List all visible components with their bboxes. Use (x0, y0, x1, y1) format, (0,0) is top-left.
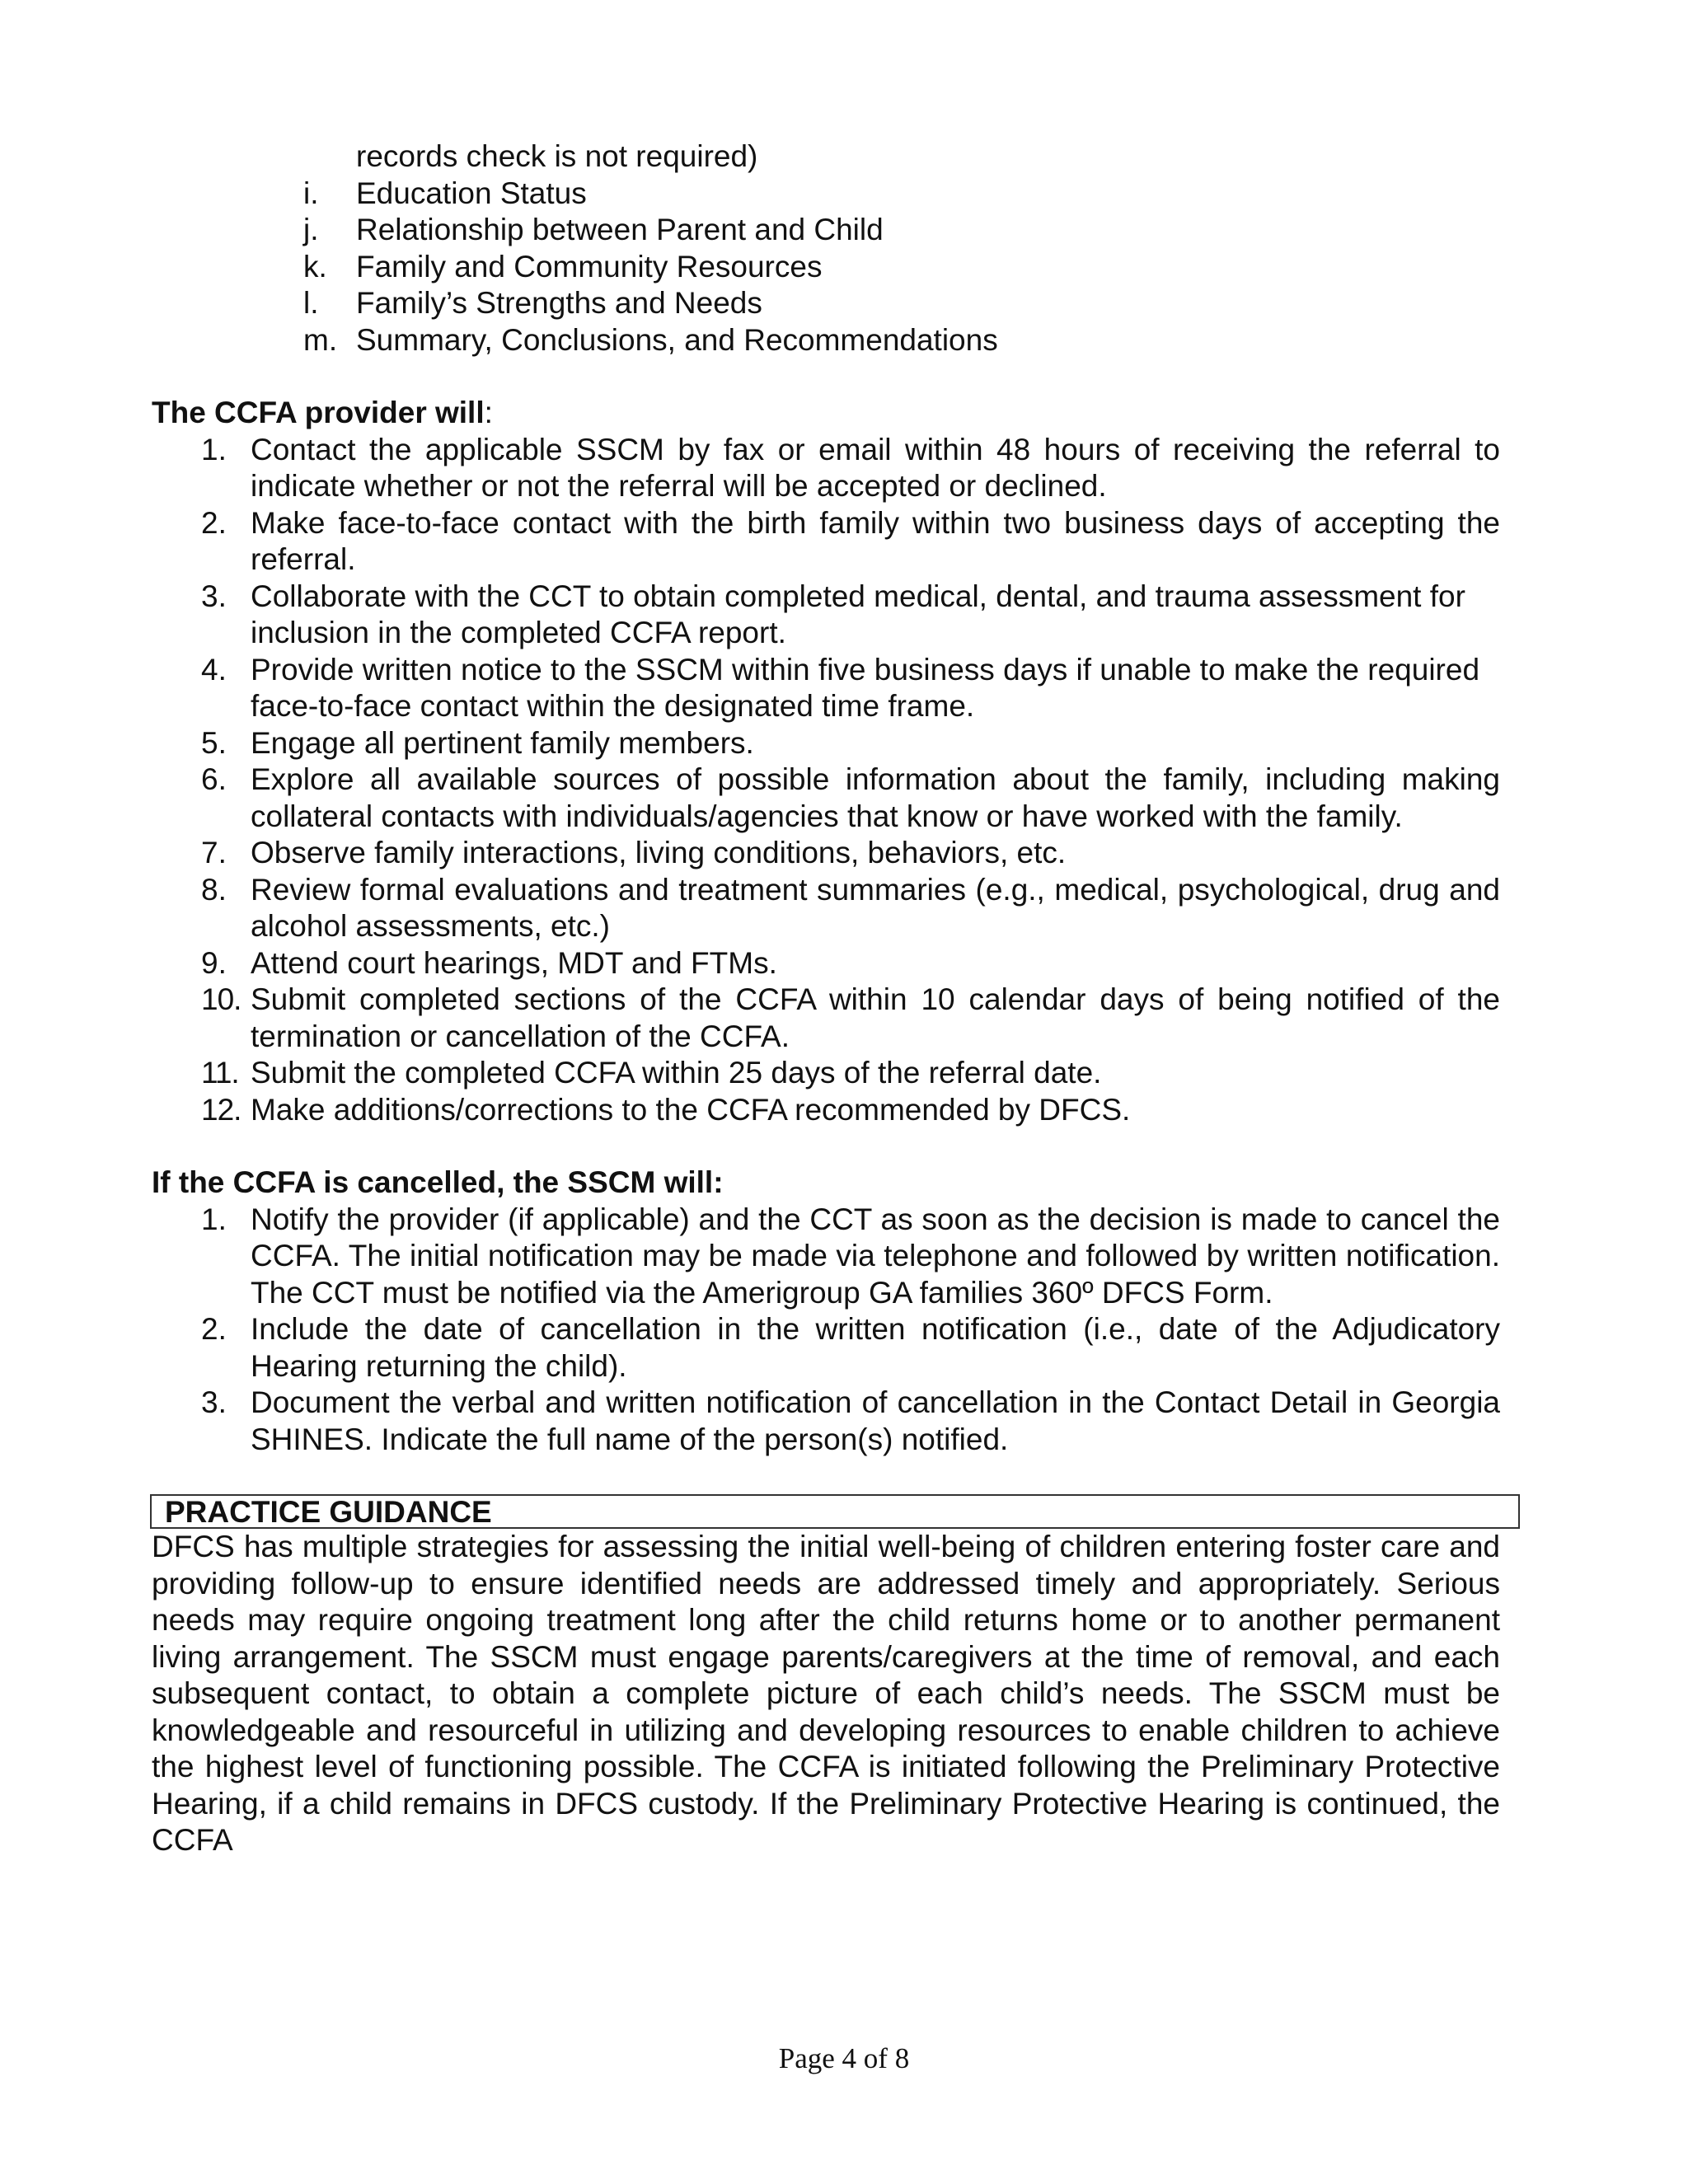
list-item-text: Provide written notice to the SSCM within five business days if unable to make the required face-to-face contact within the designated time frame. (251, 652, 1480, 723)
cancel-heading: If the CCFA is cancelled, the SSCM will: (152, 1165, 724, 1199)
list-item-text: Family and Community Resources (356, 249, 823, 284)
provider-heading (152, 395, 1500, 432)
page-footer (0, 2042, 1688, 2075)
list-item (152, 725, 1500, 762)
provider-heading-text: The CCFA provider will (152, 396, 485, 429)
list-marker: m. (303, 322, 338, 357)
list-item-text: Attend court hearings, MDT and FTMs. (251, 945, 777, 980)
list-marker: l. (303, 286, 319, 320)
list-item (152, 1092, 1500, 1129)
provider-heading-colon: : (484, 396, 493, 429)
list-item (152, 1202, 1500, 1312)
list-marker: j. (303, 213, 319, 246)
practice-guidance-text: DFCS has multiple strategies for assessing the initial well-being of children entering foster care and providing follow-up to ensure identified needs are addressed timely and appropriately. Serious needs may require ongoing treatment long after the child returns home or to another permanent living arrangement. The SSCM must engage parents/caregivers at the time of removal, and each subsequent contact, to obtain a complete picture of each child’s needs. The SSCM must be knowledgeable and resourceful in utilizing and developing resources to enable children to achieve the highest level of functioning possible. The CCFA is initiated following the Preliminary Protective Hearing, if a child remains in DFCS custody. If the Preliminary Protective Hearing is continued, the CCFA (152, 1530, 1500, 1857)
list-item (152, 322, 1500, 359)
list-item-text: Engage all pertinent family members. (251, 725, 754, 760)
list-item-text: Contact the applicable SSCM by fax or email within 48 hours of receiving the referral to indicate whether or not the referral will be accepted or declined. (251, 432, 1500, 503)
list-marker: 6. (201, 762, 227, 796)
page-number: Page 4 of 8 (778, 2042, 910, 2074)
list-item (152, 249, 1500, 286)
list-item-text: Summary, Conclusions, and Recommendations (356, 322, 998, 357)
list-item (152, 835, 1500, 872)
list-item-text: Include the date of cancellation in the written notification (i.e., date of the Adjudicatory Hearing returning the child). (251, 1312, 1500, 1383)
list-item (152, 945, 1500, 982)
list-marker: 3. (201, 579, 227, 613)
list-item (152, 505, 1500, 579)
list-item (152, 1311, 1500, 1385)
list-item-text: Explore all available sources of possible information about the family, including making collateral contacts with individuals/agencies that know or have worked with the family. (251, 762, 1500, 833)
list-marker: 8. (201, 872, 227, 907)
list-marker: k. (303, 249, 327, 284)
list-marker: 2. (201, 505, 227, 540)
list-item (152, 176, 1500, 213)
list-marker: 3. (201, 1385, 227, 1419)
list-item (152, 432, 1500, 505)
list-item-text: Collaborate with the CCT to obtain completed medical, dental, and trauma assessment for inclusion in the completed CCFA report. (251, 579, 1465, 649)
practice-guidance-title: PRACTICE GUIDANCE (165, 1495, 492, 1529)
continuation-text: records check is not required) (356, 139, 758, 173)
list-item (152, 1385, 1500, 1458)
list-item (152, 579, 1500, 652)
list-item (152, 285, 1500, 322)
practice-guidance-box (150, 1494, 1520, 1529)
list-item-text: Submit the completed CCFA within 25 days of the referral date. (251, 1056, 1102, 1090)
list-marker: i. (303, 176, 319, 210)
list-item-text: Observe family interactions, living conditions, behaviors, etc. (251, 836, 1067, 869)
assessment-sublist (152, 138, 1500, 359)
cancel-list (152, 1202, 1500, 1459)
list-item-text: Notify the provider (if applicable) and the CCT as soon as the decision is made to cancel the CCFA. The initial notification may be made via telephone and followed by written notification. The CCT must be notified via the Amerigroup GA families 360º DFCS Form. (251, 1202, 1500, 1310)
list-marker: 1. (201, 432, 227, 466)
list-item-text: Submit completed sections of the CCFA within 10 calendar days of being notified of the termination or cancellation of the CCFA. (251, 982, 1500, 1053)
list-marker: 2. (201, 1312, 227, 1346)
list-item-text: Make face-to-face contact with the birth family within two business days of accepting the referral. (251, 505, 1500, 576)
list-marker: 7. (201, 836, 227, 869)
list-item-text: Education Status (356, 176, 587, 210)
list-marker: 5. (201, 725, 227, 760)
list-item (152, 1055, 1500, 1092)
list-marker: 10. (201, 982, 241, 1016)
list-item-text: Family’s Strengths and Needs (356, 286, 762, 320)
list-item (152, 982, 1500, 1055)
page-content (152, 138, 1500, 1859)
list-marker: 4. (201, 652, 227, 687)
list-item-text: Relationship between Parent and Child (356, 213, 884, 246)
list-item-text: Document the verbal and written notification of cancellation in the Contact Detail in Georgia SHINES. Indicate the full name of the person(s) notified. (251, 1385, 1500, 1456)
list-item (152, 212, 1500, 249)
list-item-text: Review formal evaluations and treatment summaries (e.g., medical, psychological, drug and alcohol assessments, etc.) (251, 872, 1500, 943)
list-item-continuation (152, 138, 1500, 176)
list-item (152, 872, 1500, 945)
list-marker: 9. (201, 945, 227, 980)
list-marker: 11. (201, 1056, 239, 1090)
list-marker: 12. (201, 1092, 241, 1127)
list-item (152, 762, 1500, 835)
list-item-text: Make additions/corrections to the CCFA recommended by DFCS. (251, 1092, 1131, 1127)
list-marker: 1. (201, 1202, 227, 1236)
provider-list (152, 432, 1500, 1129)
list-item (152, 652, 1500, 725)
